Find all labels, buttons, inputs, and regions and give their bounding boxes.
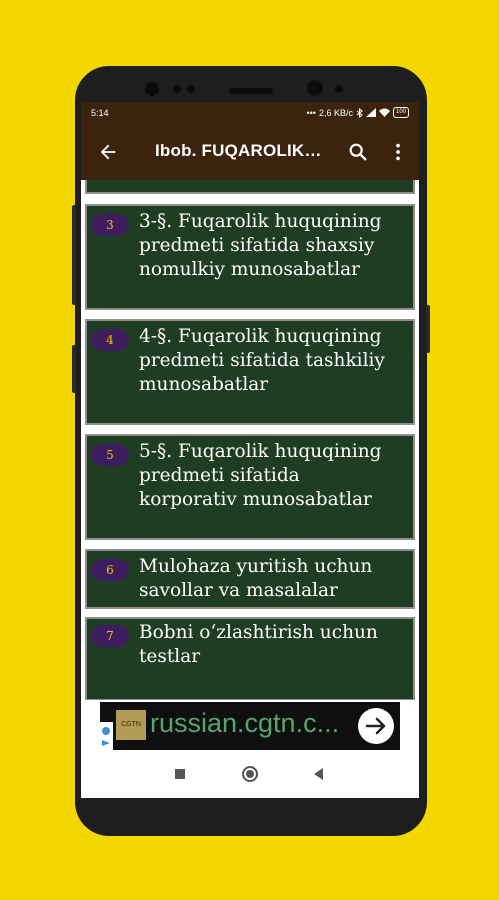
back-triangle-icon[interactable] bbox=[309, 764, 329, 784]
network-speed: 2,6 KB/c bbox=[318, 107, 353, 118]
volume-button bbox=[72, 205, 76, 305]
sensor-dot bbox=[173, 85, 181, 93]
item-title: Mulohaza yuritish uchun savollar va masalalar bbox=[139, 556, 373, 601]
status-bar bbox=[81, 102, 419, 124]
sensor-dot bbox=[335, 85, 343, 93]
volume-button bbox=[72, 345, 76, 393]
system-nav-bar bbox=[81, 750, 419, 798]
list-item-partial[interactable] bbox=[85, 180, 415, 194]
status-icons bbox=[307, 107, 410, 118]
speaker-grille bbox=[229, 88, 273, 94]
bluetooth-icon bbox=[356, 108, 363, 118]
status-time: 5:14 bbox=[91, 108, 109, 118]
item-number-badge: 5 bbox=[91, 444, 129, 466]
item-title: 4-§. Fuqarolik huquqining predmeti sifatida tashkiliy munosabatlar bbox=[139, 326, 385, 395]
more-vert-icon[interactable] bbox=[387, 141, 409, 163]
ad-url[interactable]: russian.cgtn.c... bbox=[150, 708, 340, 738]
list-item[interactable] bbox=[85, 204, 415, 310]
item-title: 3-§. Fuqarolik huquqining predmeti sifatida shaxsiy nomulkiy munosabatlar bbox=[139, 211, 382, 280]
list-item[interactable] bbox=[85, 319, 415, 425]
app-bar bbox=[81, 124, 419, 180]
battery-icon: 100 bbox=[393, 107, 409, 118]
wifi-icon bbox=[379, 108, 390, 117]
item-title: Bobni o‘zlashtirish uchun testlar bbox=[139, 622, 378, 667]
ad-info-icon[interactable] bbox=[99, 722, 113, 750]
front-camera-2 bbox=[307, 80, 323, 96]
list-item[interactable] bbox=[85, 617, 415, 700]
chapter-list bbox=[81, 180, 419, 700]
item-number-badge: 4 bbox=[91, 329, 129, 351]
power-button bbox=[426, 305, 430, 353]
item-number-badge: 7 bbox=[91, 625, 129, 647]
page-title: Ibob. FUQAROLIK… bbox=[155, 141, 322, 160]
back-arrow-icon[interactable] bbox=[97, 141, 119, 163]
dots-icon: ••• bbox=[306, 107, 316, 118]
front-camera bbox=[145, 82, 159, 96]
ad-banner[interactable] bbox=[100, 702, 400, 750]
recents-square-icon[interactable] bbox=[170, 764, 190, 784]
item-number-badge: 3 bbox=[91, 214, 129, 236]
item-number-badge: 6 bbox=[91, 559, 129, 581]
item-title: 5-§. Fuqarolik huquqining predmeti sifatida korporativ munosabatlar bbox=[139, 441, 382, 510]
list-item[interactable] bbox=[85, 549, 415, 609]
screen bbox=[81, 102, 419, 798]
ad-logo: CGTN bbox=[116, 710, 146, 740]
home-circle-icon[interactable] bbox=[240, 764, 260, 784]
signal-icon bbox=[366, 108, 376, 117]
arrow-right-icon[interactable] bbox=[358, 708, 394, 744]
search-icon[interactable] bbox=[347, 141, 369, 163]
list-item[interactable] bbox=[85, 434, 415, 540]
sensor-dot bbox=[187, 85, 195, 93]
